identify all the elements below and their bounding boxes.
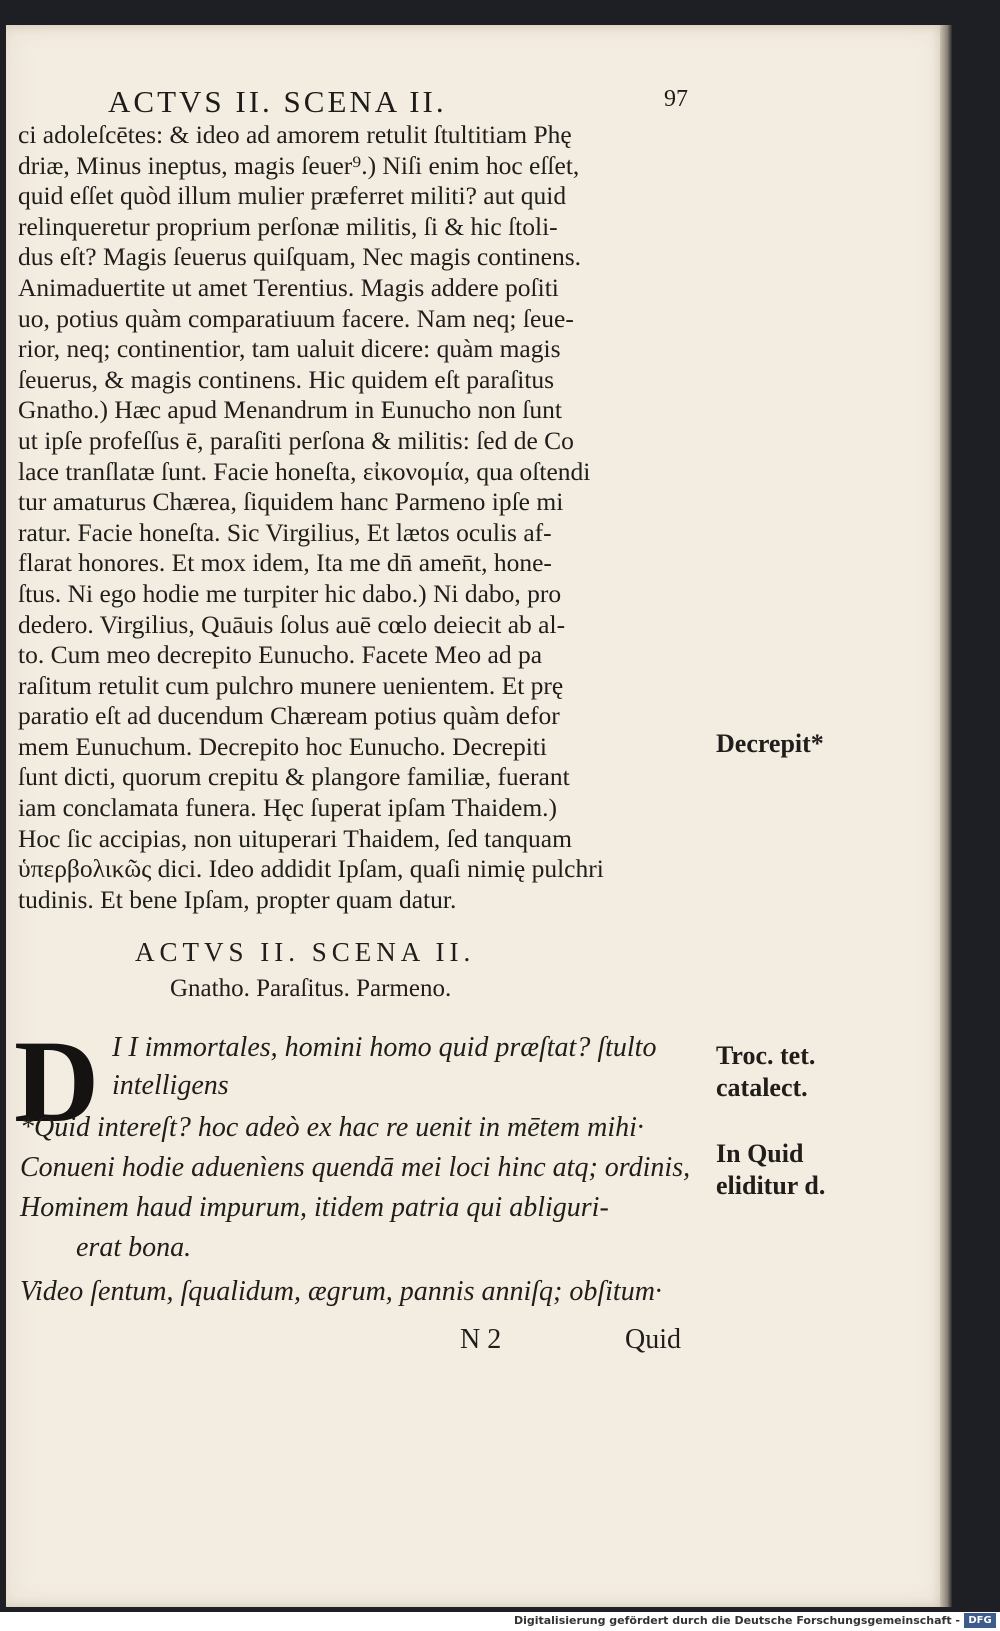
drop-cap-initial: D bbox=[14, 1016, 100, 1147]
commentary-line: mem Eunuchum. Decrepito hoc Eunucho. Decrepiti bbox=[18, 731, 547, 761]
commentary-line: ci adoleſcētes: & ideo ad amorem retulit ſtultitiam Phę bbox=[18, 120, 572, 149]
commentary-line: Hoc ſic accipias, non uituperari Thaidem, ſed tanquam bbox=[18, 823, 572, 853]
commentary-line: Gnatho.) Hæc apud Menandrum in Eunucho non ſunt bbox=[18, 395, 562, 425]
commentary-line: dus eſt? Magis ſeuerus quiſquam, Nec magis continens. bbox=[18, 242, 582, 272]
page-header bbox=[108, 84, 688, 120]
commentary-line: Animaduertite ut amet Terentius. Magis addere poſiti bbox=[18, 272, 559, 302]
margin-note-meter-2: catalect. bbox=[716, 1073, 808, 1102]
commentary-line: lace tranſlatæ ſunt. Facie honeſta, εἰκονομία, qua oſtendi bbox=[18, 456, 591, 486]
catchword: Quid bbox=[625, 1324, 681, 1355]
commentary-line: ſunt dicti, quorum crepitu & plangore familiæ, fuerant bbox=[18, 762, 570, 792]
commentary-line: uo, potius quàm comparatiuum facere. Nam neq; ſeue- bbox=[18, 303, 574, 333]
commentary-line: iam conclamata funera. Hęc ſuperat ipſam Thaidem.) bbox=[18, 793, 558, 823]
margin-note-elision-2: eliditur d. bbox=[716, 1171, 826, 1200]
commentary-line: to. Cum meo decrepito Eunucho. Facete Meo ad pa bbox=[18, 640, 543, 670]
commentary-line: quid eſſet quòd illum mulier præferret militi? aut quid bbox=[18, 181, 567, 211]
page-number: 97 bbox=[664, 86, 688, 112]
margin-note-meter-1: Troc. tet. bbox=[716, 1041, 816, 1070]
commentary-line: raſitum retulit cum pulchro munere uenientem. Et prę bbox=[18, 670, 564, 700]
funding-credit: Digitalisierung gefördert durch die Deutsche Forschungsgemeinschaft - bbox=[513, 1614, 960, 1627]
commentary-line: driæ, Minus ineptus, magis ſeuer⁹.) Niſi enim hoc eſſet, bbox=[18, 150, 580, 180]
verse-line: Video ſentum, ſqualidum, ægrum, pannis anniſq; obſitum· bbox=[20, 1276, 662, 1307]
scene-title: ACTVS II. SCENA II. bbox=[135, 937, 476, 967]
commentary-line: dedero. Virgilius, Quāuis ſolus auē cœlo deiecit ab al- bbox=[18, 609, 566, 639]
page-edge bbox=[940, 25, 952, 1607]
commentary-line: ratur. Facie honeſta. Sic Virgilius, Et lætos oculis af- bbox=[18, 517, 552, 547]
verse-line: intelligens bbox=[112, 1070, 229, 1101]
verse-line: I I immortales, homini homo quid præſtat? ſtulto bbox=[112, 1032, 657, 1063]
commentary-line: ut ipſe profeſſus ē, paraſiti perſona & militis: ſed de Co bbox=[18, 425, 574, 455]
scene-cast: Gnatho. Paraſitus. Parmeno. bbox=[170, 975, 452, 1002]
commentary-line: relinqueretur proprium perſonæ militis, ſi & hic ſtoli- bbox=[18, 211, 558, 241]
footer-bar bbox=[0, 1612, 1000, 1631]
running-head: ACTVS II. SCENA II. bbox=[108, 84, 447, 119]
commentary-line: flarat honores. Et mox idem, Ita me dn̄ amen̄t, hone- bbox=[18, 548, 552, 578]
commentary-line: rior, neq; continentior, tam ualuit dicere: quàm magis bbox=[18, 334, 561, 364]
commentary-line: paratio eſt ad ducendum Chæream potius quàm defor bbox=[18, 701, 560, 731]
margin-note-elision-1: In Quid bbox=[716, 1139, 804, 1168]
verse-line: *Quid intereſt? hoc adeò ex hac re uenit in mētem mihi· bbox=[20, 1112, 644, 1143]
signature-mark: N 2 bbox=[460, 1324, 502, 1355]
verse-line: erat bona. bbox=[76, 1232, 192, 1263]
commentary-line: tudinis. Et bene Ipſam, propter quam datur. bbox=[18, 884, 457, 914]
dfg-logo: DFG bbox=[964, 1613, 996, 1628]
commentary-block bbox=[18, 120, 698, 915]
commentary-line: ſtus. Ni ego hodie me turpiter hic dabo.) Ni dabo, pro bbox=[18, 578, 562, 608]
commentary-line: tur amaturus Chærea, ſiquidem hanc Parmeno ipſe mi bbox=[18, 487, 564, 517]
margin-note-decrepit: Decrepit* bbox=[716, 729, 824, 758]
verse-line: Conueni hodie aduenìens quendā mei loci hinc atq; ordinis, bbox=[20, 1152, 691, 1183]
commentary-line: ὑπερβολικῶς dici. Ideo addidit Ipſam, quaſi nimię pulchri bbox=[18, 854, 604, 884]
verse-line: Hominem haud impurum, itidem patria qui abliguri- bbox=[20, 1192, 609, 1223]
commentary-line: ſeuerus, & magis continens. Hic quidem eſt paraſitus bbox=[18, 364, 555, 394]
